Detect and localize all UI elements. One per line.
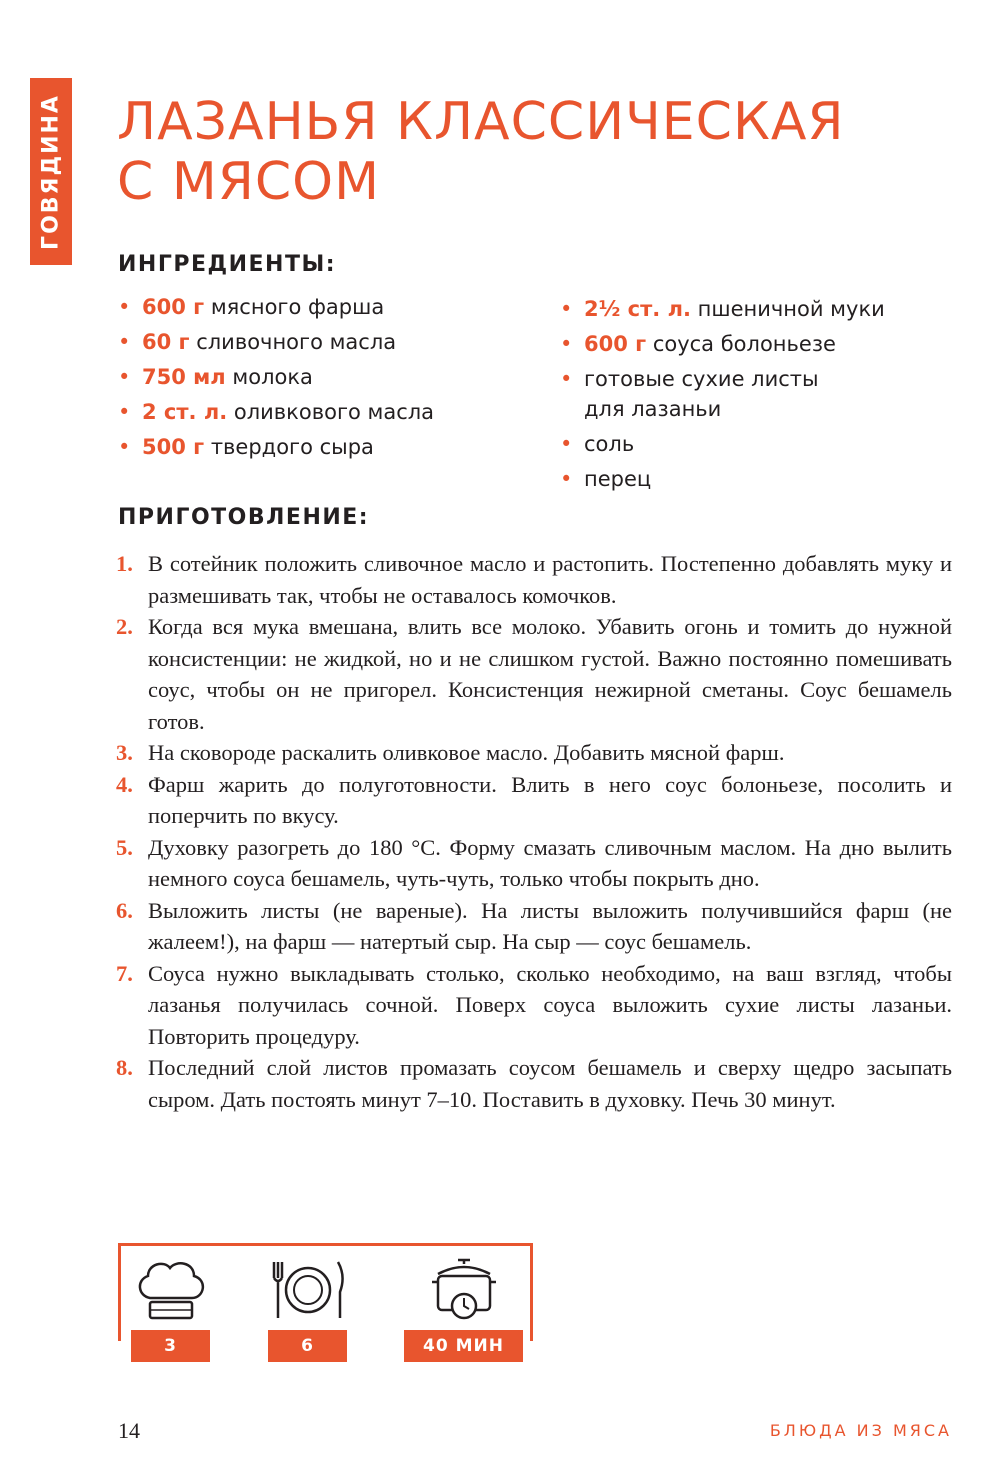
ingredient-text: оливкового масла bbox=[233, 400, 435, 424]
ingredient-text: сливочного масла bbox=[196, 330, 397, 354]
step-number: 7. bbox=[116, 960, 133, 986]
ingredient-item bbox=[558, 429, 958, 459]
ingredient-item bbox=[116, 397, 536, 432]
ingredient-text: готовые сухие листы для лазаньи bbox=[584, 367, 819, 421]
preparation-steps bbox=[116, 548, 952, 1115]
step-number: 6. bbox=[116, 897, 133, 923]
step-text: Когда вся мука вмешана, влить все молоко. Убавить огонь и томить до нужной консистенции: не жидкой, но и не слишком густой. Важно постоянно помешивать соус, чтобы он не пригорел. Консистенция нежирной сметаны. Соус бешамель готов. bbox=[148, 614, 952, 734]
ingredient-item bbox=[116, 432, 536, 467]
step-item bbox=[116, 548, 952, 611]
ingredient-text: соль bbox=[584, 432, 635, 456]
ingredient-qty: 600 г bbox=[142, 295, 205, 319]
step-number: 1. bbox=[116, 551, 133, 576]
ingredients-list-right bbox=[558, 294, 958, 499]
ingredient-text: соуса болоньезе bbox=[652, 332, 836, 356]
category-tab bbox=[30, 78, 72, 265]
step-item bbox=[116, 1052, 952, 1115]
servings-badge: 6 bbox=[268, 1330, 347, 1362]
ingredient-item bbox=[116, 292, 536, 327]
step-item bbox=[116, 895, 952, 958]
step-item bbox=[116, 769, 952, 832]
ingredient-item bbox=[558, 329, 958, 359]
step-text: Духовку разогреть до 180 °C. Форму смазать сливочным маслом. На дно вылить немного соуса бешамель, чуть-чуть, только чтобы покрыть дно. bbox=[148, 834, 952, 891]
step-number: 4. bbox=[116, 771, 133, 797]
ingredient-text: молока bbox=[232, 365, 313, 389]
ingredient-item bbox=[116, 362, 536, 397]
step-text: Фарш жарить до полуготовности. Влить в него соус болоньезе, посолить и поперчить по вкусу. bbox=[148, 771, 952, 828]
title-line-2: С МЯСОМ bbox=[117, 152, 380, 212]
ingredients-heading: ИНГРЕДИЕНТЫ: bbox=[118, 252, 337, 277]
ingredient-qty: 2 ст. л. bbox=[142, 400, 228, 424]
pot-timer-icon bbox=[428, 1254, 500, 1326]
ingredient-qty: 500 г bbox=[142, 435, 205, 459]
step-text: В сотейник положить сливочное масло и растопить. Постепенно добавлять муку и размешивать так, чтобы не оставалось комочков. bbox=[148, 551, 952, 608]
section-label: БЛЮДА ИЗ МЯСА bbox=[769, 1421, 952, 1440]
recipe-title bbox=[117, 92, 845, 212]
step-number: 5. bbox=[116, 834, 133, 860]
time-badge: 40 МИН bbox=[404, 1330, 523, 1362]
page-number: 14 bbox=[118, 1418, 140, 1443]
step-text: Соуса нужно выкладывать столько, сколько необходимо, на ваш взгляд, чтобы лазанья получилась сочной. Поверх соуса выложить сухие листы лазаньи. Повторить процедуру. bbox=[148, 960, 952, 1049]
ingredient-qty: 60 г bbox=[142, 330, 190, 354]
ingredient-text: мясного фарша bbox=[210, 295, 385, 319]
plate-cutlery-icon bbox=[268, 1258, 348, 1322]
ingredient-qty: 600 г bbox=[584, 332, 647, 356]
category-label: ГОВЯДИНА bbox=[38, 93, 64, 250]
ingredient-text: пшеничной муки bbox=[697, 297, 885, 321]
step-number: 8. bbox=[116, 1055, 133, 1080]
ingredient-text: перец bbox=[584, 467, 652, 491]
preparation-heading: ПРИГОТОВЛЕНИЕ: bbox=[118, 505, 370, 530]
title-line-1: ЛАЗАНЬЯ КЛАССИЧЕСКАЯ bbox=[117, 92, 845, 152]
ingredient-item bbox=[558, 294, 958, 324]
step-text: Последний слой листов промазать соусом бешамель и сверху щедро засыпать сыром. Дать постоять минут 7–10. Поставить в духовку. Печь 30 минут. bbox=[148, 1055, 952, 1112]
ingredient-item bbox=[116, 327, 536, 362]
ingredients-list-left bbox=[116, 292, 536, 467]
step-item bbox=[116, 611, 952, 737]
ingredient-qty: 750 мл bbox=[142, 365, 226, 389]
ingredient-item bbox=[558, 364, 854, 424]
step-item bbox=[116, 832, 952, 895]
ingredient-item bbox=[558, 464, 958, 494]
step-text: На сковороде раскалить оливковое масло. Добавить мясной фарш. bbox=[148, 740, 785, 765]
chef-hat-icon bbox=[134, 1258, 210, 1322]
step-item bbox=[116, 737, 952, 769]
step-item bbox=[116, 958, 952, 1053]
ingredient-text: твердого сыра bbox=[210, 435, 374, 459]
step-text: Выложить листы (не вареные). На листы выложить получившийся фарш (не жалеем!), на фарш — натертый сыр. На сыр — соус бешамель. bbox=[148, 897, 952, 954]
step-number: 2. bbox=[116, 614, 133, 639]
ingredient-qty: 2½ ст. л. bbox=[584, 297, 691, 321]
difficulty-badge: 3 bbox=[131, 1330, 210, 1362]
step-number: 3. bbox=[116, 740, 133, 765]
